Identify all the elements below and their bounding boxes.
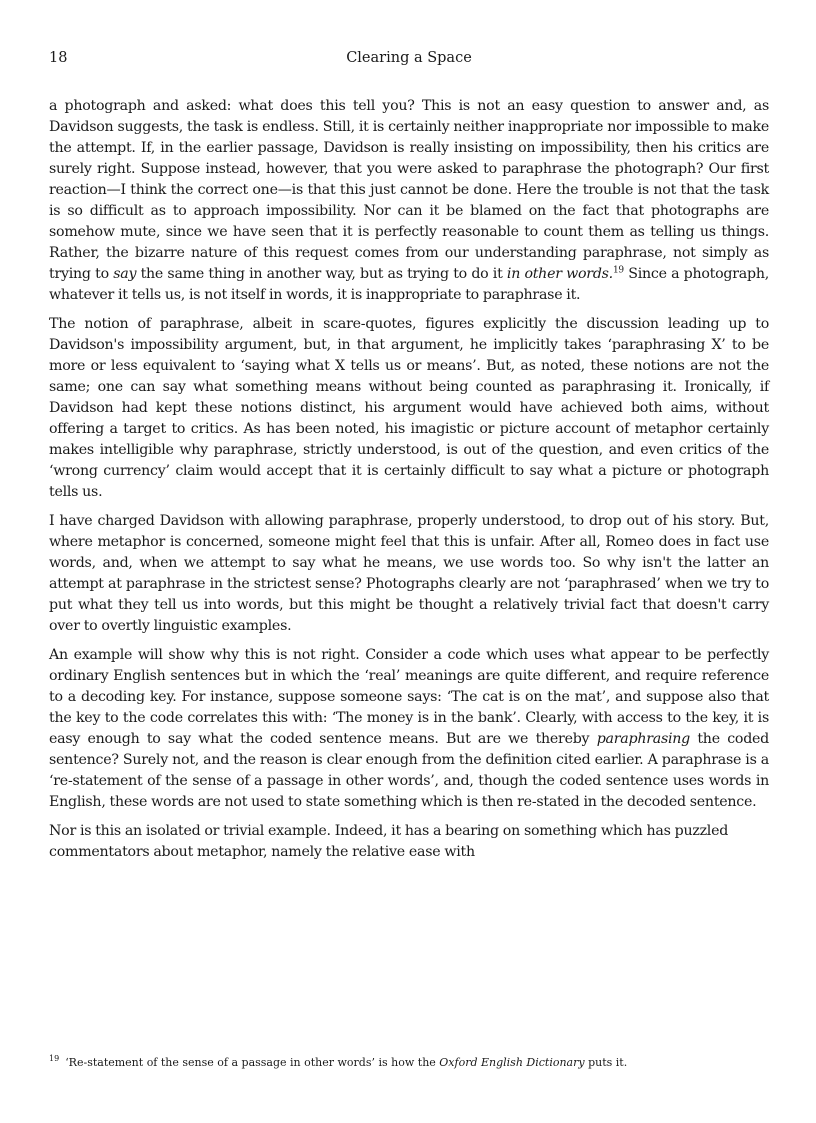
footnote-emphasis-oed: Oxford English Dictionary bbox=[439, 1056, 585, 1069]
paragraph-4 bbox=[49, 645, 769, 813]
paragraph-3: I have charged Davidson with allowing paraphrase, properly understood, to drop out of his story. But, where metaphor is concerned, someone might feel that this is unfair. After all, Romeo does in fact use words, and, when we attempt to say what he means, we use words too. So why isn't the latter an attempt at paraphrase in the strictest sense? Photographs clearly are not ‘paraphrased’ when we try to put what they tell us into words, but this might be thought a relatively trivial fact that doesn't carry over to overtly linguistic examples. bbox=[49, 513, 769, 634]
footnote-text-b: puts it. bbox=[584, 1056, 628, 1069]
running-head: Clearing a Space bbox=[346, 50, 472, 66]
emphasis-say: say bbox=[113, 266, 137, 282]
footnote-reference-19[interactable]: 19 bbox=[612, 265, 624, 276]
footnote-mark: 19 bbox=[49, 1054, 60, 1064]
footnote-19 bbox=[49, 1056, 769, 1070]
page-header bbox=[49, 50, 769, 72]
paragraph-1-text-c: Since a photograph, whatever it tells us, is not itself in words, it is inappropriate to paraphrase it. bbox=[49, 266, 769, 303]
footnote-text-a: ‘Re-statement of the sense of a passage in other words’ is how the bbox=[65, 1056, 440, 1069]
paragraph-1 bbox=[49, 96, 769, 306]
paragraph-1-text-b: the same thing in another way, but as trying to do it bbox=[136, 266, 507, 282]
paragraph-5: Nor is this an isolated or trivial example. Indeed, it has a bearing on something which has puzzled commentators about metaphor, namely the relative ease with bbox=[49, 823, 729, 860]
paragraph-1-text-a: a photograph and asked: what does this tell you? This is not an easy question to answer and, as Davidson suggests, the task is endless. Still, it is certainly neither inappropriate nor impossible to make the attempt. If, in the earlier passage, Davidson is really insisting on impossibility, then his critics are surely right. Suppose instead, however, that you were asked to paraphrase the photograph? Our first reaction—I think the correct one—is that this just cannot be done. Here the trouble is not that the task is so difficult as to approach impossibility. Nor can it be blamed on the fact that photographs are somehow mute, since we have seen that it is perfectly reasonable to count them as telling us things. Rather, the bizarre nature of this request comes from our understanding paraphrase, not simply as trying to bbox=[49, 98, 769, 282]
paragraph-4-text-a: An example will show why this is not right. Consider a code which uses what appear to be perfectly ordinary English sentences but in which the ‘real’ meanings are quite different, and require reference to a decoding key. For instance, suppose someone says: ‘The cat is on the mat’, and suppose also that the key to the code correlates this with: ‘The money is in the bank’. Clearly, with access to the key, it is easy enough to say what the coded sentence means. But are we thereby bbox=[49, 647, 769, 747]
page-number: 18 bbox=[49, 50, 68, 66]
paragraph-4-text-b: the coded sentence? Surely not, and the reason is clear enough from the definition cited earlier. A paraphrase is a ‘re-statement of the sense of a passage in other words’, and, though the coded sentence uses words in English, these words are not used to state something which is then re-stated in the decoded sentence. bbox=[49, 731, 770, 810]
paragraph-2: The notion of paraphrase, albeit in scare-quotes, figures explicitly the discussion leading up to Davidson's impossibility argument, but, in that argument, he implicitly takes ‘paraphrasing X’ to be more or less equivalent to ‘saying what X tells us or means’. But, as noted, these notions are not the same; one can say what something means without being counted as paraphrasing it. Ironically, if Davidson had kept these notions distinct, his argument would have achieved both aims, without offering a target to critics. As has been noted, his imagistic or picture account of metaphor certainly makes intelligible why paraphrase, strictly understood, is out of the question, and even critics of the ‘wrong currency’ claim would accept that it is certainly difficult to say what a picture or photograph tells us. bbox=[49, 316, 769, 500]
emphasis-paraphrasing: paraphrasing bbox=[596, 731, 690, 747]
emphasis-in-other-words: in other words. bbox=[506, 266, 613, 282]
body-text bbox=[49, 96, 769, 871]
